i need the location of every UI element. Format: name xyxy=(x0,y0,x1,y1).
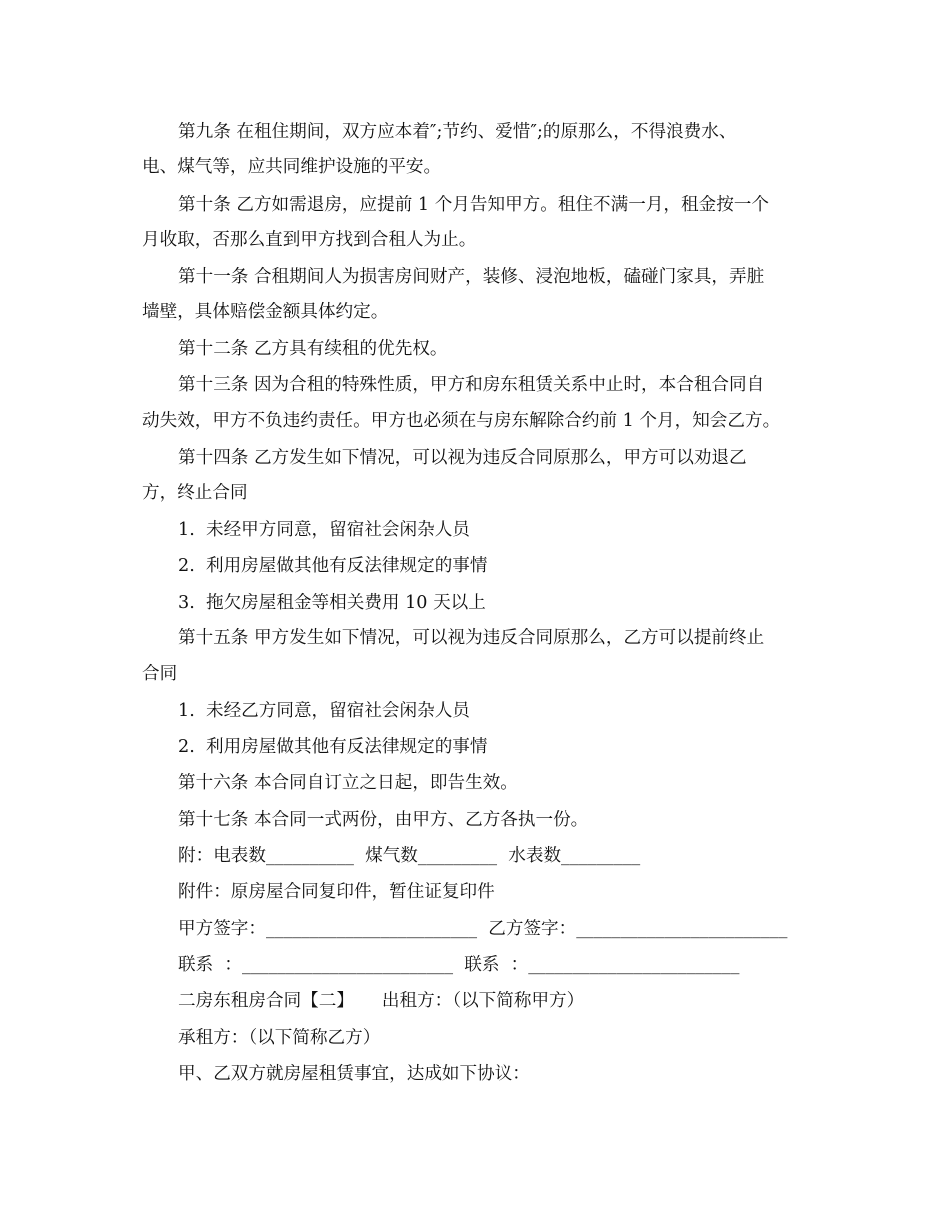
article-10-line-1: 第十条 乙方如需退房，应提前 1 个月告知甲方。租住不满一月，租金按一个 xyxy=(178,195,769,215)
article-11-line-1: 第十一条 合租期间人为损害房间财产，装修、浸泡地板，磕碰门家具，弄脏 xyxy=(178,267,765,287)
article-14-line-1: 第十四条 乙方发生如下情况，可以视为违反合同原那么，甲方可以劝退乙 xyxy=(178,448,747,468)
article-13-line-1: 第十三条 因为合租的特殊性质，甲方和房东租赁关系中止时，本合租合同自 xyxy=(178,375,765,395)
contract-2-title-line: 二房东租房合同【二】 出租方：（以下简称甲方） xyxy=(178,991,585,1011)
article-16: 第十六条 本合同自订立之日起，即告生效。 xyxy=(178,773,518,793)
article-11-line-2: 墙壁，具体赔偿金额具体约定。 xyxy=(142,302,389,322)
agreement-line: 甲、乙双方就房屋租赁事宜，达成如下协议： xyxy=(178,1064,530,1084)
article-14-item-1: 1. 未经甲方同意，留宿社会闲杂人员 xyxy=(178,520,470,540)
article-13-line-2: 动失效，甲方不负违约责任。甲方也必须在与房东解除合约前 1 个月，知会乙方。 xyxy=(142,411,781,431)
meter-readings-line: 附：电表数__________ 煤气数_________ 水表数_________ xyxy=(178,846,641,866)
article-12: 第十二条 乙方具有续租的优先权。 xyxy=(178,339,448,359)
article-17: 第十七条 本合同一式两份，由甲方、乙方各执一份。 xyxy=(178,810,589,830)
signature-line: 甲方签字：________________________ 乙方签字：________________________ xyxy=(178,919,788,939)
article-15-item-2: 2. 利用房屋做其他有反法律规定的事情 xyxy=(178,737,488,757)
contact-line: 联系 ：________________________ 联系 ：________________________ xyxy=(178,955,740,975)
article-15-line-2: 合同 xyxy=(142,664,178,684)
article-15-item-1: 1. 未经乙方同意，留宿社会闲杂人员 xyxy=(178,701,470,721)
article-9-line-1: 第九条 在租住期间，双方应本着″;节约、爱惜″;的原那么，不得浪费水、 xyxy=(178,122,737,142)
article-14-line-2: 方，终止合同 xyxy=(142,483,248,503)
article-14-item-3: 3. 拖欠房屋租金等相关费用 10 天以上 xyxy=(178,593,486,613)
article-14-item-2: 2. 利用房屋做其他有反法律规定的事情 xyxy=(178,556,488,576)
article-9-line-2: 电、煤气等，应共同维护设施的平安。 xyxy=(142,157,442,177)
article-15-line-1: 第十五条 甲方发生如下情况，可以视为违反合同原那么，乙方可以提前终止 xyxy=(178,628,765,648)
attachments-line: 附件：原房屋合同复印件，暂住证复印件 xyxy=(178,882,495,902)
article-10-line-2: 月收取，否那么直到甲方找到合租人为止。 xyxy=(142,230,477,250)
lessee-line: 承租方：（以下简称乙方） xyxy=(178,1028,381,1048)
